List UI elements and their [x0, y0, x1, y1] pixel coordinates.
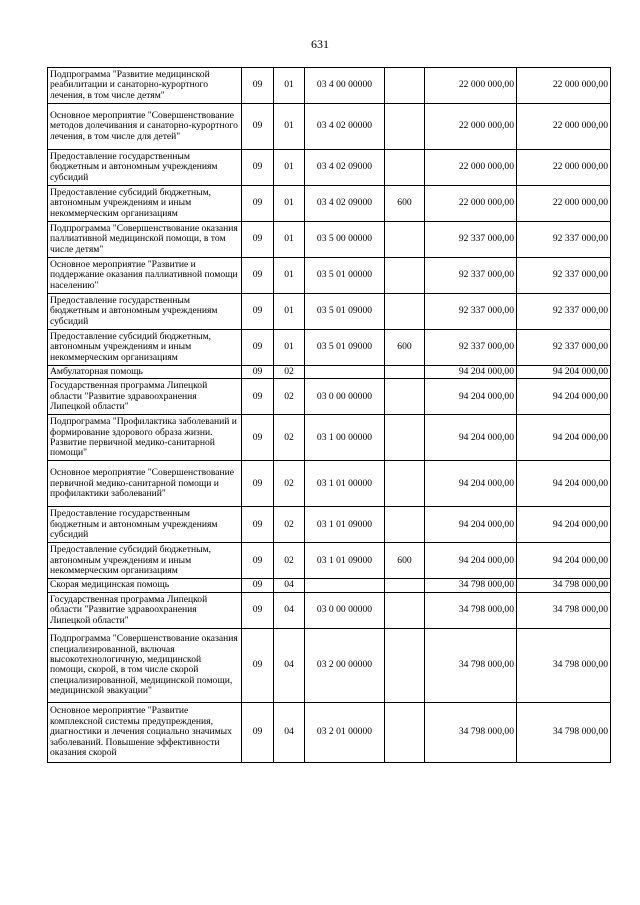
table-row: [48, 366, 611, 379]
expense-type-code: [385, 628, 425, 702]
table-row: [48, 294, 611, 330]
subsection-code: 01: [274, 68, 305, 104]
row-name: Подпрограмма "Совершенствование оказания паллиативной медицинской помощи, в том числе детям": [48, 222, 242, 258]
target-article-code: 03 0 00 00000: [305, 592, 385, 628]
table-row: [48, 258, 611, 294]
target-article-code: 03 1 01 00000: [305, 461, 385, 507]
section-code: 09: [242, 294, 274, 330]
amount-year-2: 34 798 000,00: [517, 628, 611, 702]
amount-year-2: 92 337 000,00: [517, 222, 611, 258]
target-article-code: 03 4 00 00000: [305, 68, 385, 104]
table-row: [48, 507, 611, 543]
target-article-code: 03 5 01 09000: [305, 294, 385, 330]
row-name: Предоставление государственным бюджетным и автономным учреждениям субсидий: [48, 294, 242, 330]
section-code: 09: [242, 543, 274, 579]
target-article-code: 03 5 01 00000: [305, 258, 385, 294]
row-name: Основное мероприятие "Совершенствование первичной медико-санитарной помощи и профилактики заболеваний": [48, 461, 242, 507]
section-code: 09: [242, 366, 274, 379]
row-name: Предоставление государственным бюджетным и автономным учреждениям субсидий: [48, 507, 242, 543]
row-name: Скорая медицинская помощь: [48, 579, 242, 592]
table-row: [48, 379, 611, 415]
section-code: 09: [242, 150, 274, 186]
subsection-code: 02: [274, 415, 305, 461]
subsection-code: 04: [274, 592, 305, 628]
amount-year-1: 92 337 000,00: [425, 258, 517, 294]
subsection-code: 04: [274, 579, 305, 592]
subsection-code: 02: [274, 543, 305, 579]
table-row: [48, 222, 611, 258]
subsection-code: 04: [274, 702, 305, 762]
amount-year-1: 94 204 000,00: [425, 461, 517, 507]
table-row: [48, 415, 611, 461]
amount-year-1: 92 337 000,00: [425, 294, 517, 330]
table-row: [48, 461, 611, 507]
amount-year-1: 34 798 000,00: [425, 592, 517, 628]
amount-year-1: 34 798 000,00: [425, 579, 517, 592]
row-name: Основное мероприятие "Совершенствование методов долечивания и санаторно-курортного лечения, в том числе для детей": [48, 104, 242, 150]
amount-year-2: 34 798 000,00: [517, 702, 611, 762]
subsection-code: 02: [274, 507, 305, 543]
target-article-code: 03 5 00 00000: [305, 222, 385, 258]
section-code: 09: [242, 592, 274, 628]
subsection-code: 01: [274, 150, 305, 186]
expense-type-code: [385, 366, 425, 379]
amount-year-1: 22 000 000,00: [425, 68, 517, 104]
row-name: Основное мероприятие "Развитие и поддержание оказания паллиативной помощи населению": [48, 258, 242, 294]
row-name: Амбулаторная помощь: [48, 366, 242, 379]
table-row: [48, 592, 611, 628]
expense-type-code: [385, 222, 425, 258]
amount-year-2: 22 000 000,00: [517, 68, 611, 104]
page-number: 631: [311, 37, 329, 51]
target-article-code: 03 1 01 09000: [305, 543, 385, 579]
amount-year-1: 34 798 000,00: [425, 702, 517, 762]
amount-year-1: 22 000 000,00: [425, 104, 517, 150]
target-article-code: 03 4 02 09000: [305, 150, 385, 186]
subsection-code: 01: [274, 222, 305, 258]
section-code: 09: [242, 222, 274, 258]
amount-year-1: 94 204 000,00: [425, 543, 517, 579]
section-code: 09: [242, 702, 274, 762]
section-code: 09: [242, 415, 274, 461]
subsection-code: 01: [274, 258, 305, 294]
expense-type-code: [385, 294, 425, 330]
subsection-code: 02: [274, 379, 305, 415]
row-name: Государственная программа Липецкой области "Развитие здравоохранения Липецкой области": [48, 379, 242, 415]
row-name: Основное мероприятие "Развитие комплексной системы предупреждения, диагностики и лечения социально значимых заболеваний. Повышение эффективности оказания скорой: [48, 702, 242, 762]
table-row: [48, 104, 611, 150]
amount-year-1: 22 000 000,00: [425, 150, 517, 186]
row-name: Предоставление государственным бюджетным и автономным учреждениям субсидий: [48, 150, 242, 186]
expense-type-code: [385, 379, 425, 415]
amount-year-1: 94 204 000,00: [425, 415, 517, 461]
budget-table: [47, 67, 611, 763]
target-article-code: 03 1 00 00000: [305, 415, 385, 461]
amount-year-1: 92 337 000,00: [425, 222, 517, 258]
amount-year-1: 34 798 000,00: [425, 628, 517, 702]
amount-year-2: 94 204 000,00: [517, 543, 611, 579]
expense-type-code: [385, 507, 425, 543]
row-name: Предоставление субсидий бюджетным, автономным учреждениям и иным некоммерческим организациям: [48, 330, 242, 366]
amount-year-2: 34 798 000,00: [517, 579, 611, 592]
table-body: [48, 68, 611, 763]
section-code: 09: [242, 507, 274, 543]
amount-year-1: 94 204 000,00: [425, 366, 517, 379]
section-code: 09: [242, 579, 274, 592]
row-name: Предоставление субсидий бюджетным, автономным учреждениям и иным некоммерческим организациям: [48, 186, 242, 222]
amount-year-1: 94 204 000,00: [425, 507, 517, 543]
expense-type-code: [385, 150, 425, 186]
section-code: 09: [242, 186, 274, 222]
target-article-code: 03 2 00 00000: [305, 628, 385, 702]
target-article-code: 03 4 02 00000: [305, 104, 385, 150]
section-code: 09: [242, 104, 274, 150]
expense-type-code: [385, 68, 425, 104]
amount-year-2: 22 000 000,00: [517, 186, 611, 222]
target-article-code: 03 4 02 09000: [305, 186, 385, 222]
expense-type-code: 600: [385, 186, 425, 222]
row-name: Подпрограмма "Профилактика заболеваний и формирование здорового образа жизни. Развитие первичной медико-санитарной помощи": [48, 415, 242, 461]
amount-year-2: 22 000 000,00: [517, 150, 611, 186]
table-row: [48, 579, 611, 592]
subsection-code: 01: [274, 186, 305, 222]
amount-year-2: 94 204 000,00: [517, 415, 611, 461]
table-row: [48, 330, 611, 366]
amount-year-2: 94 204 000,00: [517, 461, 611, 507]
target-article-code: [305, 579, 385, 592]
subsection-code: 01: [274, 294, 305, 330]
target-article-code: 03 1 01 09000: [305, 507, 385, 543]
subsection-code: 01: [274, 330, 305, 366]
target-article-code: 03 5 01 09000: [305, 330, 385, 366]
section-code: 09: [242, 379, 274, 415]
amount-year-2: 94 204 000,00: [517, 379, 611, 415]
expense-type-code: 600: [385, 330, 425, 366]
section-code: 09: [242, 68, 274, 104]
expense-type-code: [385, 579, 425, 592]
row-name: Подпрограмма "Развитие медицинской реабилитации и санаторно-курортного лечения, в том числе детям": [48, 68, 242, 104]
table-row: [48, 628, 611, 702]
expense-type-code: [385, 461, 425, 507]
expense-type-code: [385, 258, 425, 294]
amount-year-1: 22 000 000,00: [425, 186, 517, 222]
expense-type-code: [385, 104, 425, 150]
amount-year-2: 92 337 000,00: [517, 258, 611, 294]
table-row: [48, 68, 611, 104]
table-row: [48, 543, 611, 579]
amount-year-1: 92 337 000,00: [425, 330, 517, 366]
expense-type-code: [385, 702, 425, 762]
table-row: [48, 150, 611, 186]
subsection-code: 04: [274, 628, 305, 702]
amount-year-2: 92 337 000,00: [517, 294, 611, 330]
expense-type-code: [385, 415, 425, 461]
subsection-code: 02: [274, 366, 305, 379]
amount-year-1: 94 204 000,00: [425, 379, 517, 415]
table-row: [48, 186, 611, 222]
amount-year-2: 22 000 000,00: [517, 104, 611, 150]
amount-year-2: 34 798 000,00: [517, 592, 611, 628]
expense-type-code: 600: [385, 543, 425, 579]
section-code: 09: [242, 330, 274, 366]
table-row: [48, 702, 611, 762]
target-article-code: 03 0 00 00000: [305, 379, 385, 415]
amount-year-2: 92 337 000,00: [517, 330, 611, 366]
section-code: 09: [242, 628, 274, 702]
expense-type-code: [385, 592, 425, 628]
target-article-code: 03 2 01 00000: [305, 702, 385, 762]
row-name: Предоставление субсидий бюджетным, автономным учреждениям и иным некоммерческим организациям: [48, 543, 242, 579]
row-name: Подпрограмма "Совершенствование оказания специализированной, включая высокотехнологичную, медицинской помощи, скорой, в том числе скорой специализированной, медицинской помощи, медицинской эвакуации": [48, 628, 242, 702]
row-name: Государственная программа Липецкой области "Развитие здравоохранения Липецкой области": [48, 592, 242, 628]
subsection-code: 02: [274, 461, 305, 507]
section-code: 09: [242, 461, 274, 507]
section-code: 09: [242, 258, 274, 294]
subsection-code: 01: [274, 104, 305, 150]
target-article-code: [305, 366, 385, 379]
amount-year-2: 94 204 000,00: [517, 507, 611, 543]
amount-year-2: 94 204 000,00: [517, 366, 611, 379]
